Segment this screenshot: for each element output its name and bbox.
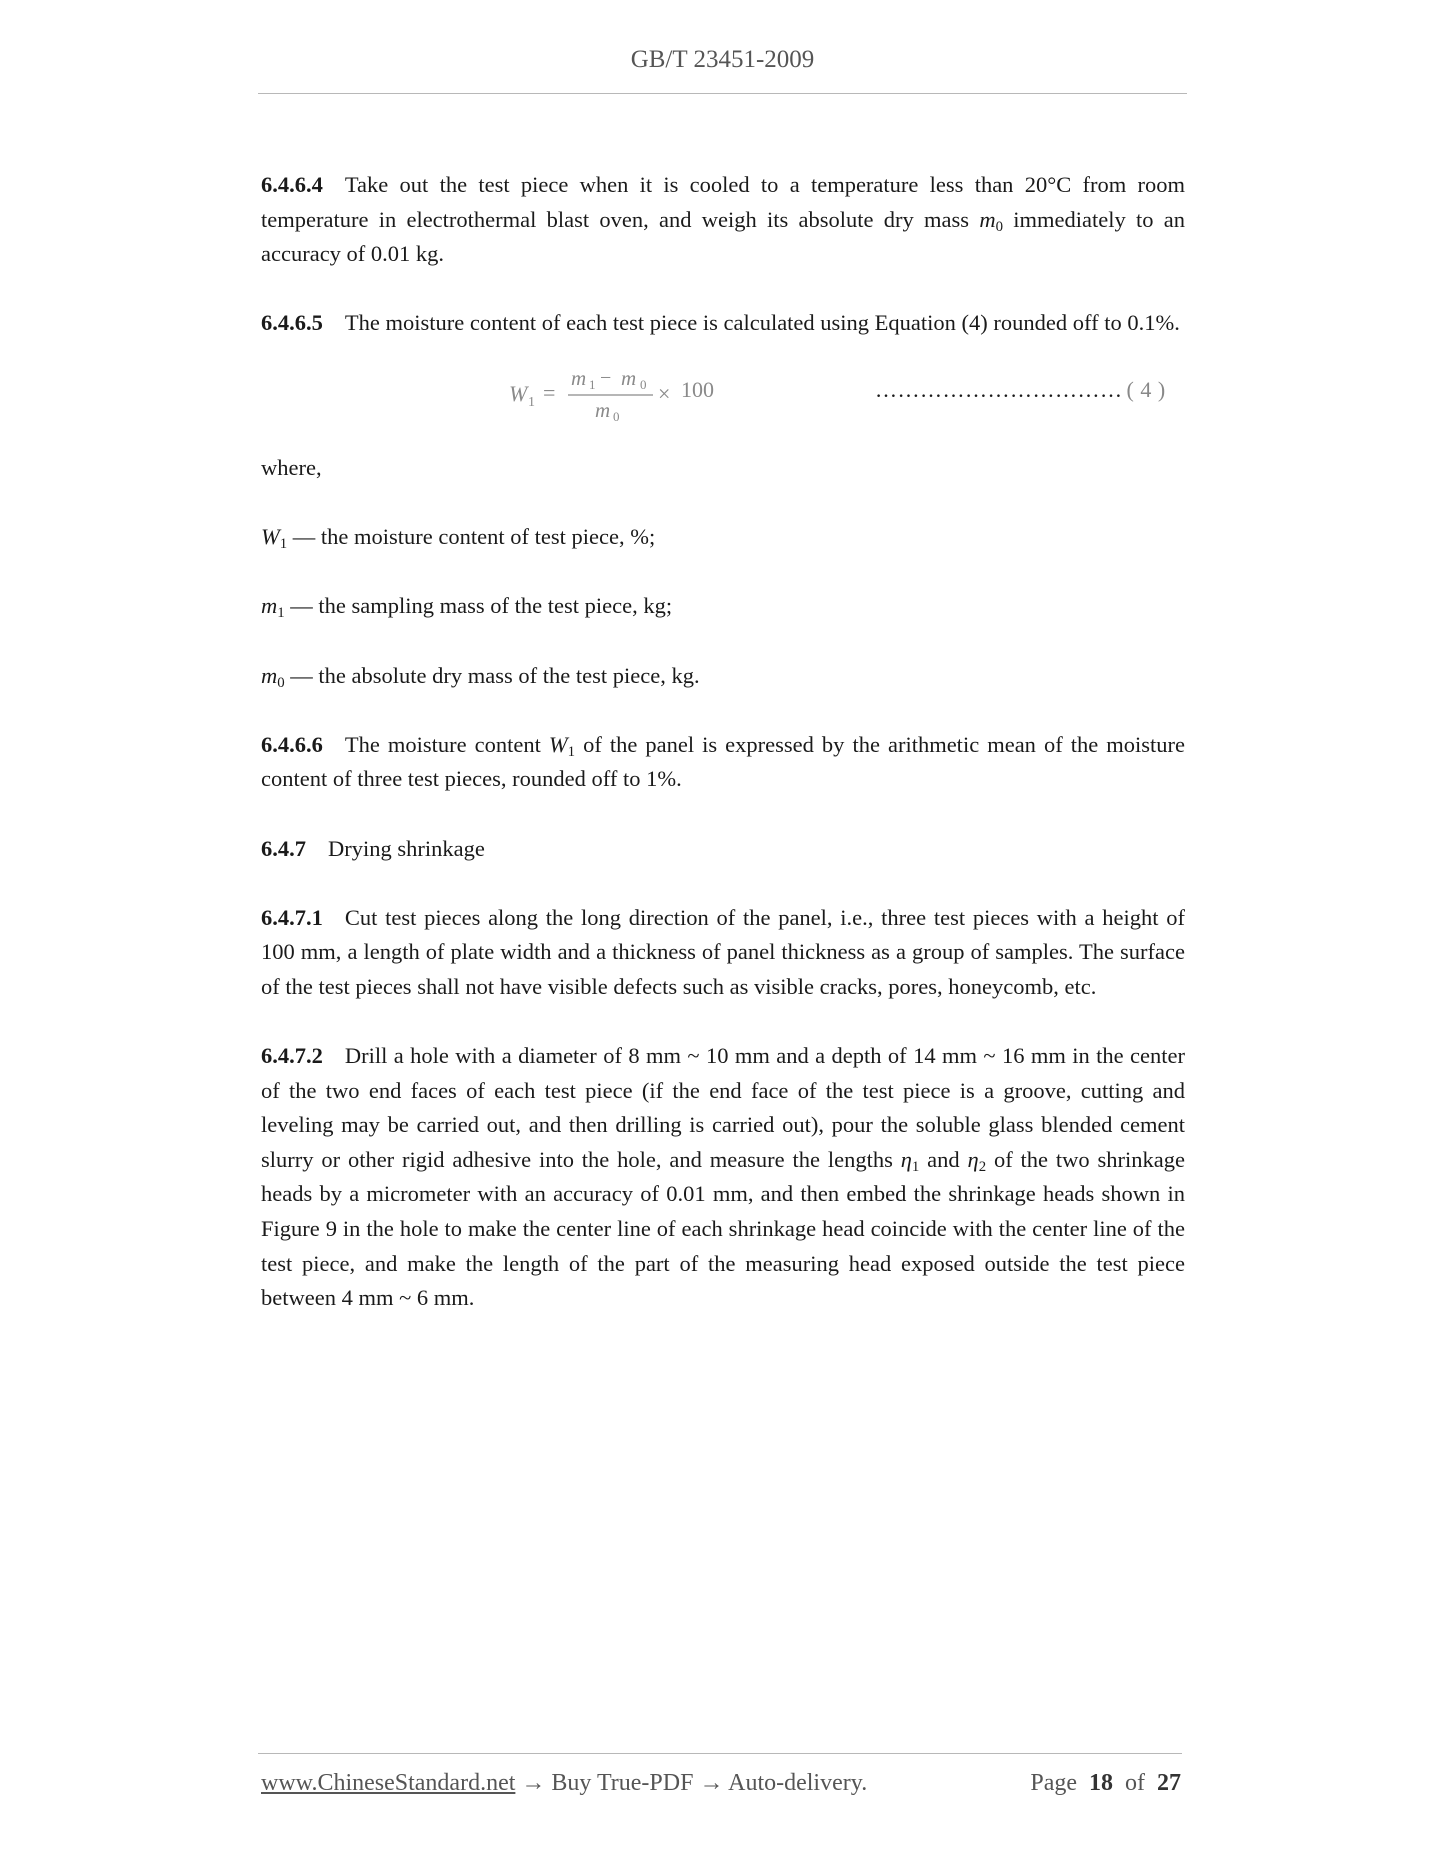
definition-symbol: W	[261, 524, 280, 550]
footer-tagline: → Buy True-PDF → Auto-delivery.	[515, 1770, 868, 1796]
equation-graphic	[261, 355, 681, 439]
equation-numerator-b-sub: 0	[640, 376, 647, 392]
clause-number: 6.4.7.1	[261, 904, 323, 930]
definition-subscript: 0	[277, 674, 285, 691]
equation-equals: =	[543, 379, 556, 405]
website-link[interactable]: www.ChineseStandard.net	[261, 1770, 516, 1796]
clause-text: Cut test pieces along the long direction of the panel, i.e., three test pieces with a height of 100 mm, a length of plate width and a thickness of panel thickness as a group of samples. The surface of the test pieces shall not have visible defects such as visible cracks, pores, honeycomb, etc.	[261, 904, 1185, 999]
where-label: where,	[261, 454, 322, 480]
definition-m1	[261, 589, 1185, 624]
clause-text: Take out the test piece when it is cooled to a temperature less than 20°C from room temperature in electrothermal blast oven, and weigh its absolute dry mass	[261, 172, 1185, 232]
math-variable: m	[979, 206, 996, 232]
clause-text: The moisture content of each test piece is calculated using Equation (4) rounded off to 0.1%.	[344, 310, 1180, 336]
equation-lhs: W	[509, 380, 528, 406]
equation-minus: −	[600, 366, 612, 389]
equation-number: ( 4 )	[1126, 376, 1166, 402]
clause-text: Drill a hole with a diameter of 8 mm ~ 10 mm and a depth of 14 mm ~ 16 mm in the center of the two end faces of each test piece (if the end face of the test piece is a groove, cutting and leveling may be carried out, and then drilling is carried out), pour the soluble glass blended cement slurry or other rigid adhesive into the hole, and measure the lengths	[261, 1043, 1185, 1172]
header-divider	[258, 93, 1187, 94]
definition-m0	[261, 659, 1185, 694]
page-indicator	[1030, 1770, 1181, 1797]
clause-6-4-7-1	[261, 901, 1185, 1005]
equation-numerator-a-sub: 1	[589, 376, 596, 392]
definition-symbol: m	[261, 662, 278, 688]
definition-subscript: 1	[279, 536, 288, 553]
clause-number: 6.4.6.4	[261, 172, 323, 197]
equation-lhs-sub: 1	[528, 394, 535, 410]
section-title: Drying shrinkage	[328, 835, 485, 861]
equation-leader-dots	[875, 373, 1166, 408]
clause-6-4-6-6	[261, 728, 1185, 797]
math-subscript: 2	[978, 1158, 987, 1175]
page-total: 27	[1157, 1770, 1181, 1796]
equation-numerator-b: m	[621, 365, 637, 390]
document-body	[261, 168, 1185, 1316]
clause-number: 6.4.7.2	[261, 1043, 323, 1069]
definition-text: — the absolute dry mass of the test piece, kg.	[284, 662, 700, 688]
clause-number: 6.4.7	[261, 835, 306, 861]
footer-divider	[258, 1753, 1182, 1754]
equation-4	[261, 355, 1185, 439]
equation-factor: 100	[681, 376, 714, 402]
definition-subscript: 1	[277, 605, 285, 622]
math-subscript: 1	[911, 1158, 920, 1175]
equation-times: ×	[658, 380, 671, 406]
clause-text: of the two shrinkage heads by a micrometer with an accuracy of 0.01 mm, and then embed the shrinkage heads shown in Figure 9 in the hole to make the center line of each shrinkage head coincide with the center line of the test piece, and make the length of the part of the measuring head exposed outside the test piece between 4 mm ~ 6 mm.	[261, 1146, 1185, 1311]
equation-dots: ……………………………	[875, 376, 1123, 402]
definition-symbol: m	[261, 593, 278, 619]
clause-text: and	[919, 1146, 968, 1172]
page-header-title: GB/T 23451-2009	[630, 46, 815, 73]
math-variable: η	[967, 1146, 979, 1172]
definition-text: — the sampling mass of the test piece, kg;	[284, 593, 673, 619]
equation-numerator-a: m	[571, 365, 587, 390]
equation-denominator: m	[595, 397, 611, 422]
clause-6-4-6-5	[261, 306, 1185, 341]
of-label: of	[1125, 1770, 1145, 1796]
page-label: Page	[1030, 1770, 1077, 1796]
clause-6-4-7-heading	[261, 832, 1185, 867]
page-footer	[261, 1770, 1181, 1797]
clause-6-4-6-4	[261, 168, 1185, 272]
clause-number: 6.4.6.5	[261, 310, 323, 336]
equation-denominator-sub: 0	[613, 408, 620, 424]
clause-number: 6.4.6.6	[261, 731, 323, 757]
page-number: 18	[1089, 1770, 1113, 1796]
definition-text: — the moisture content of test piece, %;	[287, 524, 656, 550]
math-variable: η	[900, 1146, 912, 1172]
math-subscript: 1	[567, 743, 576, 760]
definition-w1	[261, 520, 1185, 555]
clause-text: The moisture content	[344, 731, 549, 757]
math-variable: W	[548, 731, 568, 757]
clause-6-4-7-2	[261, 1039, 1185, 1316]
math-subscript: 0	[995, 218, 1003, 235]
clause-text: of the panel is expressed by the arithmetic mean of the moisture content of three test pieces, rounded off to 1%.	[261, 731, 1185, 792]
clause-text: immediately to an accuracy of 0.01 kg.	[261, 206, 1185, 267]
